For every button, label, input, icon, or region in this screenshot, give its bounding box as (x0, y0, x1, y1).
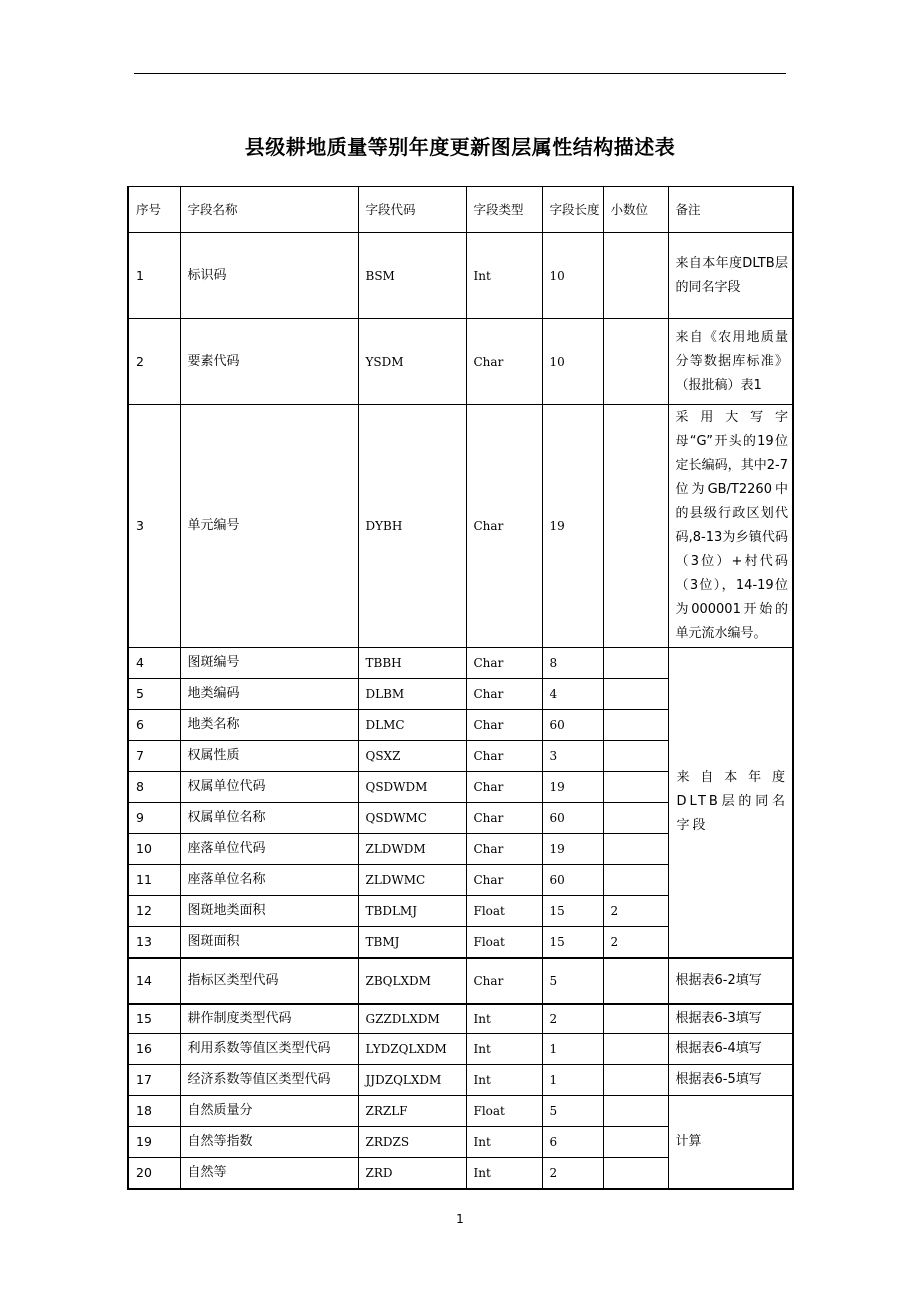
field-code: ZBQLXDM (358, 958, 466, 1004)
row-number: 20 (128, 1158, 180, 1189)
decimal-places (603, 834, 668, 865)
table-row (128, 1096, 793, 1127)
row-number: 19 (128, 1127, 180, 1158)
header-cell: 字段名称 (180, 187, 358, 233)
row-number: 11 (128, 865, 180, 896)
field-name: 自然质量分 (180, 1096, 358, 1127)
field-type: Char (466, 648, 542, 679)
field-type: Float (466, 927, 542, 958)
field-type: Int (466, 1034, 542, 1065)
row-number: 2 (128, 319, 180, 405)
row-number: 8 (128, 772, 180, 803)
row-number: 16 (128, 1034, 180, 1065)
table-row (128, 1034, 793, 1065)
field-code: TBDLMJ (358, 896, 466, 927)
field-length: 19 (542, 772, 603, 803)
field-name: 自然等 (180, 1158, 358, 1189)
row-number: 14 (128, 958, 180, 1004)
header-cell: 小数位 (603, 187, 668, 233)
header-cell: 序号 (128, 187, 180, 233)
decimal-places (603, 710, 668, 741)
decimal-places (603, 319, 668, 405)
field-name: 座落单位代码 (180, 834, 358, 865)
field-name: 图斑地类面积 (180, 896, 358, 927)
field-code: YSDM (358, 319, 466, 405)
field-length: 3 (542, 741, 603, 772)
decimal-places (603, 405, 668, 648)
row-number: 1 (128, 233, 180, 319)
header-cell: 字段长度 (542, 187, 603, 233)
field-length: 10 (542, 233, 603, 319)
field-note: 来自《农用地质量分等数据库标准》（报批稿）表1 (668, 319, 793, 405)
row-number: 4 (128, 648, 180, 679)
table-row (128, 319, 793, 405)
decimal-places (603, 233, 668, 319)
field-name: 权属性质 (180, 741, 358, 772)
field-code: DLMC (358, 710, 466, 741)
field-code: QSDWMC (358, 803, 466, 834)
field-length: 15 (542, 927, 603, 958)
field-length: 60 (542, 865, 603, 896)
row-number: 12 (128, 896, 180, 927)
field-name: 地类名称 (180, 710, 358, 741)
field-type: Char (466, 803, 542, 834)
field-length: 15 (542, 896, 603, 927)
field-length: 2 (542, 1004, 603, 1034)
table-header-row (128, 187, 793, 233)
field-code: JJDZQLXDM (358, 1065, 466, 1096)
merged-note-dltb: 来自本年度DLTB层的同名字段 (668, 648, 793, 958)
field-type: Int (466, 1158, 542, 1189)
field-code: QSDWDM (358, 772, 466, 803)
field-length: 4 (542, 679, 603, 710)
decimal-places (603, 741, 668, 772)
field-name: 利用系数等值区类型代码 (180, 1034, 358, 1065)
row-number: 3 (128, 405, 180, 648)
field-code: TBMJ (358, 927, 466, 958)
row-number: 7 (128, 741, 180, 772)
field-length: 6 (542, 1127, 603, 1158)
field-code: LYDZQLXDM (358, 1034, 466, 1065)
attribute-structure-table (127, 186, 794, 1190)
decimal-places (603, 772, 668, 803)
table-row (128, 233, 793, 319)
field-type: Char (466, 772, 542, 803)
field-code: ZRZLF (358, 1096, 466, 1127)
header-cell: 字段类型 (466, 187, 542, 233)
table-row (128, 1065, 793, 1096)
decimal-places (603, 865, 668, 896)
decimal-places (603, 1065, 668, 1096)
decimal-places (603, 803, 668, 834)
field-type: Float (466, 896, 542, 927)
table-row (128, 958, 793, 1004)
decimal-places (603, 679, 668, 710)
field-note: 根据表6-4填写 (668, 1034, 793, 1065)
field-code: ZRD (358, 1158, 466, 1189)
header-rule (134, 73, 786, 74)
field-code: TBBH (358, 648, 466, 679)
page-number: 1 (456, 1212, 464, 1226)
row-number: 10 (128, 834, 180, 865)
field-type: Char (466, 865, 542, 896)
field-length: 5 (542, 1096, 603, 1127)
field-name: 经济系数等值区类型代码 (180, 1065, 358, 1096)
row-number: 13 (128, 927, 180, 958)
field-type: Char (466, 710, 542, 741)
row-number: 6 (128, 710, 180, 741)
row-number: 15 (128, 1004, 180, 1034)
table-row (128, 1004, 793, 1034)
decimal-places (603, 1004, 668, 1034)
field-name: 座落单位名称 (180, 865, 358, 896)
field-code: DYBH (358, 405, 466, 648)
decimal-places (603, 1034, 668, 1065)
field-type: Int (466, 233, 542, 319)
field-length: 1 (542, 1065, 603, 1096)
decimal-places (603, 958, 668, 1004)
decimal-places: 2 (603, 896, 668, 927)
field-note: 根据表6-5填写 (668, 1065, 793, 1096)
field-note: 根据表6-2填写 (668, 958, 793, 1004)
field-code: BSM (358, 233, 466, 319)
field-note: 采用大写字母“G”开头的19位定长编码，其中2-7位为GB/T2260中的县级行政区划代码,8-13为乡镇代码（3位）+村代码（3位），14-19位为000001开始的单元流水编号。 (668, 405, 793, 648)
field-note: 来自本年度DLTB层的同名字段 (668, 233, 793, 319)
field-name: 自然等指数 (180, 1127, 358, 1158)
field-name: 单元编号 (180, 405, 358, 648)
merged-note-calc: 计算 (668, 1096, 793, 1189)
table-row (128, 405, 793, 648)
header-cell: 字段代码 (358, 187, 466, 233)
field-type: Char (466, 958, 542, 1004)
field-name: 图斑面积 (180, 927, 358, 958)
field-code: GZZDLXDM (358, 1004, 466, 1034)
decimal-places: 2 (603, 927, 668, 958)
field-length: 5 (542, 958, 603, 1004)
field-type: Char (466, 679, 542, 710)
field-code: ZRDZS (358, 1127, 466, 1158)
decimal-places (603, 1158, 668, 1189)
field-name: 地类编码 (180, 679, 358, 710)
field-type: Int (466, 1065, 542, 1096)
field-length: 19 (542, 405, 603, 648)
header-cell: 备注 (668, 187, 793, 233)
table-row (128, 648, 793, 679)
field-type: Char (466, 834, 542, 865)
field-type: Char (466, 319, 542, 405)
decimal-places (603, 648, 668, 679)
field-code: ZLDWMC (358, 865, 466, 896)
field-name: 耕作制度类型代码 (180, 1004, 358, 1034)
field-type: Float (466, 1096, 542, 1127)
decimal-places (603, 1096, 668, 1127)
field-code: QSXZ (358, 741, 466, 772)
field-type: Char (466, 405, 542, 648)
field-length: 2 (542, 1158, 603, 1189)
field-length: 10 (542, 319, 603, 405)
field-length: 60 (542, 710, 603, 741)
field-length: 1 (542, 1034, 603, 1065)
decimal-places (603, 1127, 668, 1158)
field-length: 19 (542, 834, 603, 865)
field-type: Int (466, 1004, 542, 1034)
field-name: 要素代码 (180, 319, 358, 405)
field-code: ZLDWDM (358, 834, 466, 865)
field-type: Int (466, 1127, 542, 1158)
document-title: 县级耕地质量等别年度更新图层属性结构描述表 (244, 135, 676, 159)
field-name: 指标区类型代码 (180, 958, 358, 1004)
field-name: 权属单位名称 (180, 803, 358, 834)
field-code: DLBM (358, 679, 466, 710)
row-number: 17 (128, 1065, 180, 1096)
field-name: 标识码 (180, 233, 358, 319)
field-length: 60 (542, 803, 603, 834)
row-number: 18 (128, 1096, 180, 1127)
field-type: Char (466, 741, 542, 772)
row-number: 9 (128, 803, 180, 834)
row-number: 5 (128, 679, 180, 710)
field-name: 图斑编号 (180, 648, 358, 679)
field-note: 根据表6-3填写 (668, 1004, 793, 1034)
field-length: 8 (542, 648, 603, 679)
field-name: 权属单位代码 (180, 772, 358, 803)
